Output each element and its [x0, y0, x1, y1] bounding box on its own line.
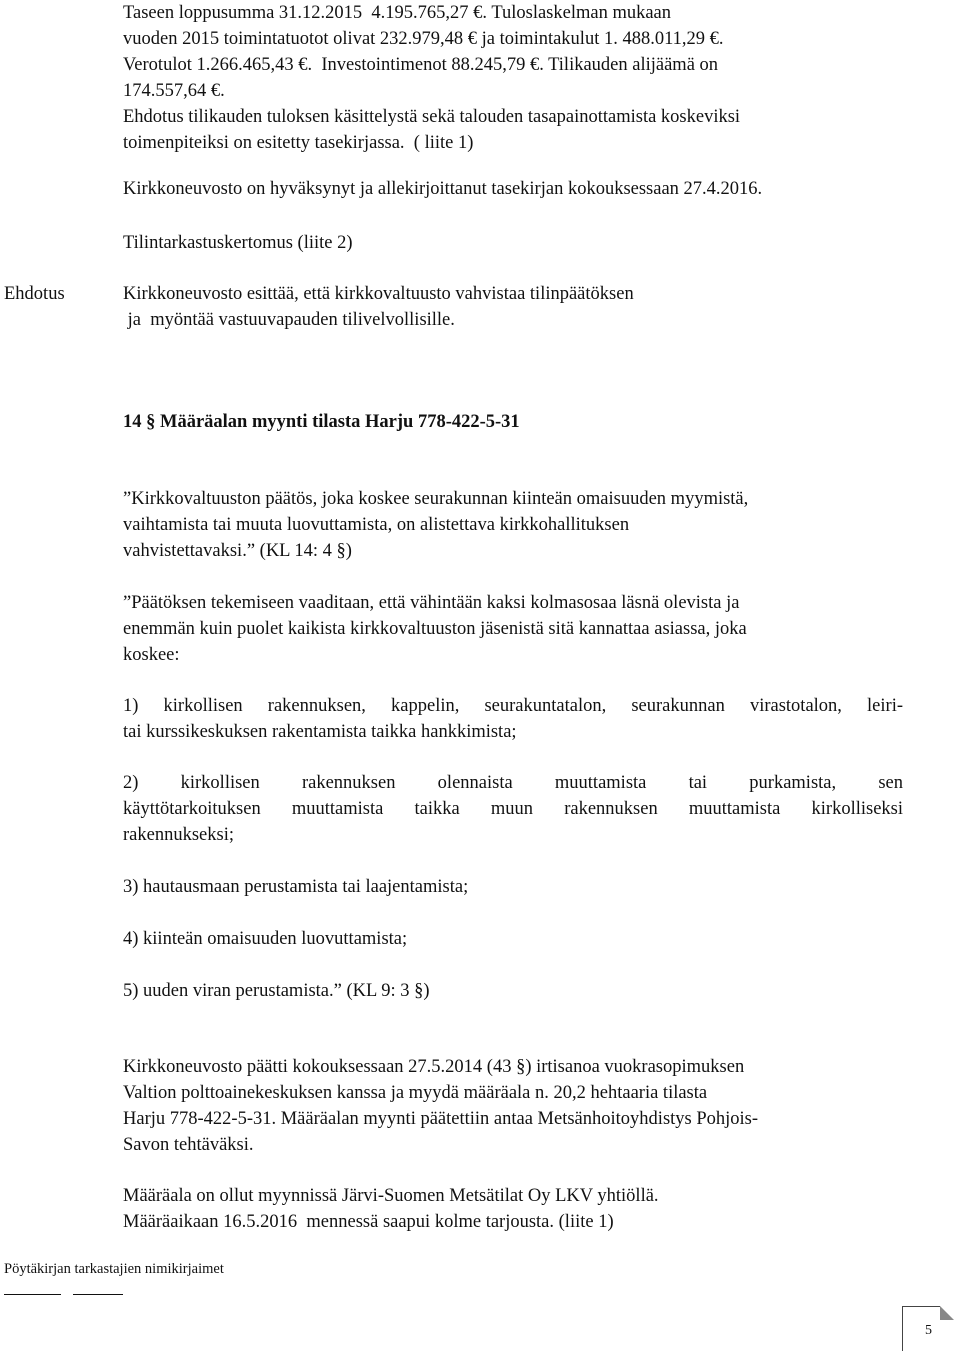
footer-initials-label: Pöytäkirjan tarkastajien nimikirjaimet	[4, 1261, 224, 1277]
page-number: 5	[925, 1323, 932, 1338]
budget-summary-paragraph	[123, 0, 903, 156]
initials-line-1	[4, 1294, 61, 1295]
text-line: Kirkkoneuvosto päätti kokouksessaan 27.5.2014 (43 §) irtisanoa vuokrasopimuksen	[123, 1057, 745, 1077]
text-line: tai kurssikeskuksen rakentamista taikka hankkimista;	[123, 722, 517, 742]
audit-report-text: Tilintarkastuskertomus (liite 2)	[123, 233, 353, 253]
initials-line-2	[73, 1294, 123, 1295]
text-line: enemmän kuin puolet kaikista kirkkovaltuuston jäsenistä sitä kannattaa asiassa, joka	[123, 619, 747, 639]
text-line: ja myöntää vastuuvapauden tilivelvollisille.	[123, 310, 455, 330]
church-act-quote-2	[123, 590, 903, 668]
text-line: vaihtamista tai muuta luovuttamista, on alistettava kirkkohallituksen	[123, 515, 630, 535]
list-item-4: 4) kiinteän omaisuuden luovuttamista;	[123, 929, 408, 949]
approval-text: Kirkkoneuvosto on hyväksynyt ja allekirjoittanut tasekirjan kokouksessaan 27.4.2016.	[123, 179, 763, 199]
text-line: Verotulot 1.266.465,43 €. Investointimenot 88.245,79 €. Tilikauden alijäämä on	[123, 55, 719, 75]
page-fold-corner	[940, 1306, 954, 1320]
text-line: Määräala on ollut myynnissä Järvi-Suomen Metsätilat Oy LKV yhtiöllä.	[123, 1186, 659, 1206]
text-line: Harju 778-422-5-31. Määräalan myynti päätettiin antaa Metsänhoitoyhdistys Pohjois-	[123, 1109, 759, 1129]
text-line: Valtion polttoainekeskuksen kanssa ja myydä määräala n. 20,2 hehtaaria tilasta	[123, 1083, 708, 1103]
text-line: 174.557,64 €.	[123, 81, 225, 101]
text-line: Määräaikaan 16.5.2016 mennessä saapui kolme tarjousta. (liite 1)	[123, 1212, 614, 1232]
text-line: käyttötarkoituksen muuttamista taikka muun rakennuksen muuttamista kirkolliseksi	[123, 799, 903, 819]
page-number-box	[902, 1306, 953, 1351]
section-heading: 14 § Määräalan myynti tilasta Harju 778-422-5-31	[123, 412, 520, 432]
text-line: vuoden 2015 toimintatuotot olivat 232.979,48 € ja toimintakulut 1. 488.011,29 €.	[123, 29, 724, 49]
proposal-text	[123, 281, 903, 333]
text-line: Kirkkoneuvosto esittää, että kirkkovaltuusto vahvistaa tilinpäätöksen	[123, 284, 634, 304]
text-line: vahvistettavaksi.” (KL 14: 4 §)	[123, 541, 352, 561]
text-line: toimenpiteiksi on esitetty tasekirjassa. ( liite 1)	[123, 133, 474, 153]
text-line: koskee:	[123, 645, 180, 665]
text-line: 2) kirkollisen rakennuksen olennaista muuttamista tai purkamista, sen	[123, 773, 903, 793]
list-item-3: 3) hautausmaan perustamista tai laajentamista;	[123, 877, 469, 897]
text-line: Ehdotus tilikauden tuloksen käsittelystä sekä talouden tasapainottamista koskeviksi	[123, 107, 741, 127]
text-line: 1) kirkollisen rakennuksen, kappelin, seurakuntatalon, seurakunnan virastotalon, leiri-	[123, 696, 903, 716]
text-line: Taseen loppusumma 31.12.2015 4.195.765,27 €. Tuloslaskelman mukaan	[123, 3, 672, 23]
list-item-5: 5) uuden viran perustamista.” (KL 9: 3 §)	[123, 981, 430, 1001]
proposal-label: Ehdotus	[4, 284, 65, 304]
text-line: Savon tehtäväksi.	[123, 1135, 254, 1155]
church-act-quote-1	[123, 486, 903, 564]
text-line: ”Päätöksen tekemiseen vaaditaan, että vähintään kaksi kolmasosaa läsnä olevista ja	[123, 593, 740, 613]
list-item-2	[123, 770, 903, 848]
text-line: rakennukseksi;	[123, 825, 234, 845]
text-line: ”Kirkkovaltuuston päätös, joka koskee seurakunnan kiinteän omaisuuden myymistä,	[123, 489, 749, 509]
decision-paragraph	[123, 1054, 903, 1158]
list-item-1	[123, 693, 903, 745]
sale-paragraph	[123, 1183, 903, 1235]
